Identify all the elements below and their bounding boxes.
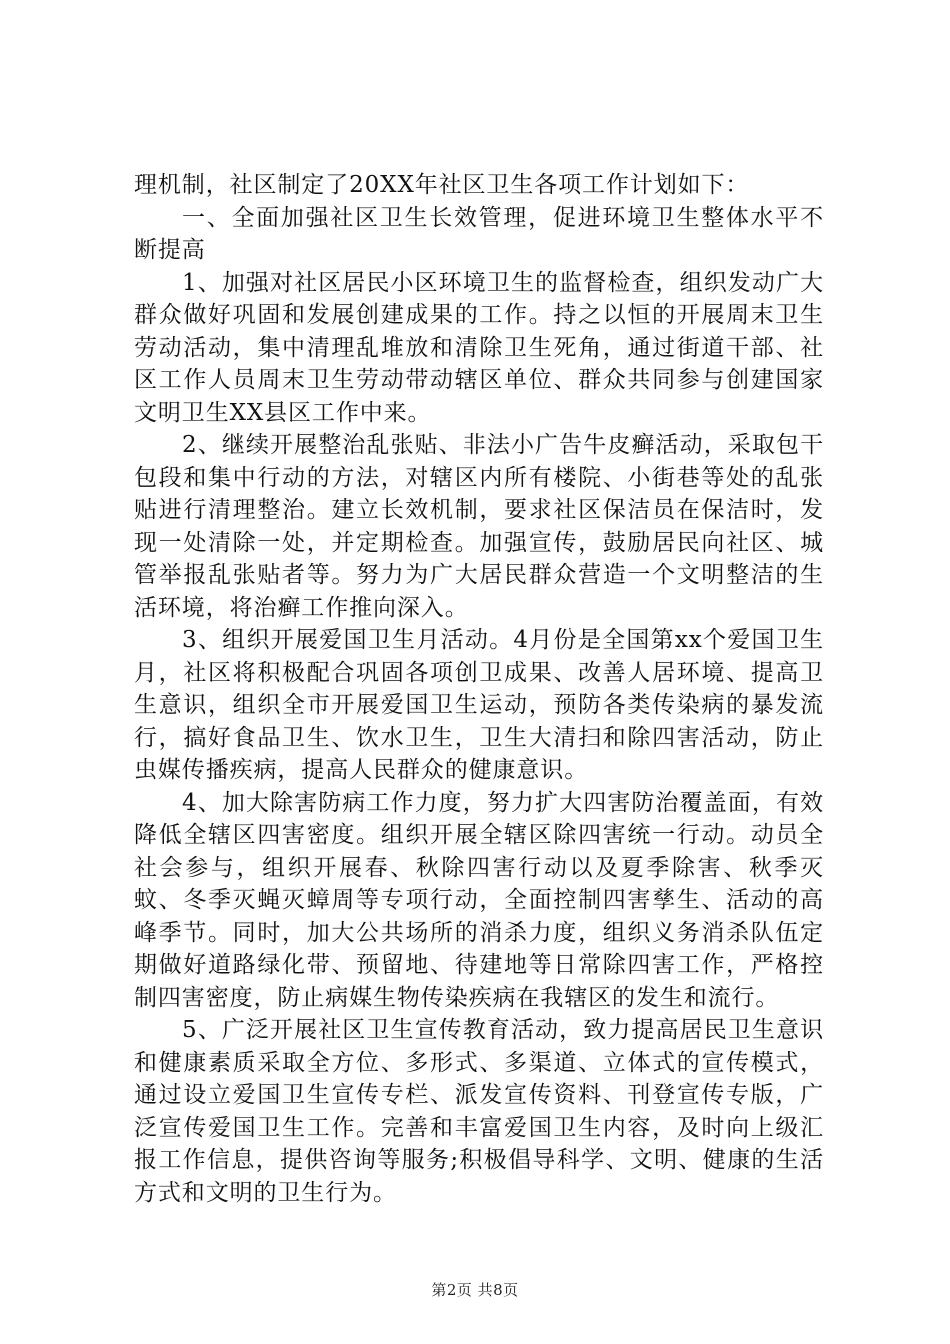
paragraph-item-5: 5、广泛开展社区卫生宣传教育活动，致力提高居民卫生意识和健康素质采取全方位、多形式、多渠道、立体式的宣传模式，通过设立爱国卫生宣传专栏、派发宣传资料、刊登宣传专版，广泛宣传爱国卫生工作。完善和丰富爱国卫生内容，及时向上级汇报工作信息，提供咨询等服务;积极倡导科学、文明、健康的生活方式和文明的卫生行为。 [134,1017,824,1206]
paragraph-item-1: 1、加强对社区居民小区环境卫生的监督检查，组织发动广大群众做好巩固和发展创建成果的工作。持之以恒的开展周末卫生劳动活动，集中清理乱堆放和清除卫生死角，通过街道干部、社区工作人员周末卫生劳动带动辖区单位、群众共同参与创建国家文明卫生XX县区工作中来。 [134,269,824,426]
paragraph-item-4: 4、加大除害防病工作力度，努力扩大四害防治覆盖面，有效降低全辖区四害密度。组织开展全辖区除四害统一行动。动员全社会参与，组织开展春、秋除四害行动以及夏季除害、秋季灭蚊、冬季灭蝇灭蟑周等专项行动，全面控制四害孳生、活动的高峰季节。同时，加大公共场所的消杀力度，组织义务消杀队伍定期做好道路绿化带、预留地、待建地等日常除四害工作，严格控制四害密度，防止病媒生物传染疾病在我辖区的发生和流行。 [134,789,824,1011]
document-body [134,169,824,1209]
page-number-footer: 第2页 共8页 [431,1281,519,1299]
paragraph-intro: 理机制，社区制定了20XX年社区卫生各项工作计划如下： [134,172,750,198]
section-heading-1: 一、全面加强社区卫生长效管理，促进环境卫生整体水平不断提高 [134,204,824,263]
paragraph-item-3: 3、组织开展爱国卫生月活动。4月份是全国第xx个爱国卫生月，社区将积极配合巩固各项创卫成果、改善人居环境、提高卫生意识，组织全市开展爱国卫生运动，预防各类传染病的暴发流行，搞好食品卫生、饮水卫生，卫生大清扫和除四害活动，防止虫媒传播疾病，提高人民群众的健康意识。 [134,627,824,783]
paragraph-item-2: 2、继续开展整治乱张贴、非法小广告牛皮癣活动，采取包干包段和集中行动的方法，对辖区内所有楼院、小街巷等处的乱张贴进行清理整治。建立长效机制，要求社区保洁员在保洁时，发现一处清除一处，并定期检查。加强宣传，鼓励居民向社区、城管举报乱张贴者等。努力为广大居民群众营造一个文明整洁的生活环境，将治癣工作推向深入。 [134,432,824,621]
